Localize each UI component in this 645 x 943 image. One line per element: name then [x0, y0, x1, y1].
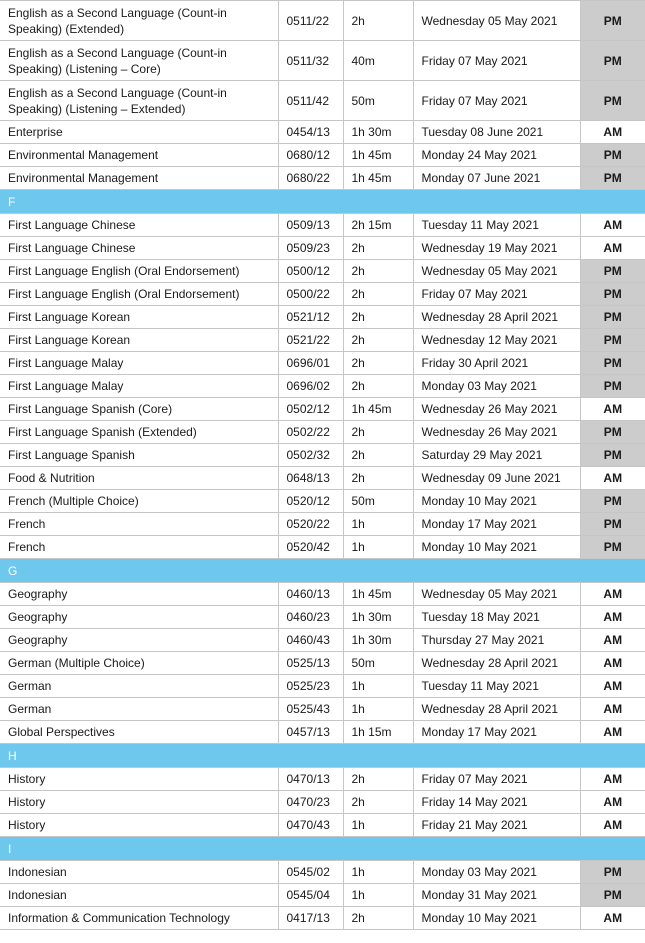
syllabus-code-cell: 0648/13 — [278, 467, 343, 490]
letter-divider-row — [0, 837, 645, 861]
duration-cell: 2h — [343, 352, 413, 375]
date-cell: Monday 17 May 2021 — [413, 721, 580, 744]
timetable-body — [0, 1, 645, 930]
date-cell: Wednesday 19 May 2021 — [413, 237, 580, 260]
session-cell: PM — [580, 1, 645, 41]
duration-cell: 40m — [343, 41, 413, 81]
subject-cell: First Language Korean — [0, 306, 278, 329]
table-row — [0, 306, 645, 329]
duration-cell: 2h 15m — [343, 214, 413, 237]
duration-cell: 50m — [343, 652, 413, 675]
date-cell: Friday 07 May 2021 — [413, 283, 580, 306]
syllabus-code-cell: 0509/13 — [278, 214, 343, 237]
subject-cell: First Language English (Oral Endorsement) — [0, 283, 278, 306]
session-cell: AM — [580, 721, 645, 744]
subject-cell: History — [0, 814, 278, 837]
duration-cell: 1h 45m — [343, 583, 413, 606]
subject-cell: Indonesian — [0, 884, 278, 907]
syllabus-code-cell: 0454/13 — [278, 121, 343, 144]
session-cell: PM — [580, 884, 645, 907]
date-cell: Monday 10 May 2021 — [413, 490, 580, 513]
date-cell: Wednesday 26 May 2021 — [413, 398, 580, 421]
subject-cell: Geography — [0, 629, 278, 652]
letter-divider-row — [0, 559, 645, 583]
date-cell: Wednesday 05 May 2021 — [413, 583, 580, 606]
date-cell: Wednesday 28 April 2021 — [413, 306, 580, 329]
syllabus-code-cell: 0470/43 — [278, 814, 343, 837]
duration-cell: 2h — [343, 329, 413, 352]
syllabus-code-cell: 0520/42 — [278, 536, 343, 559]
duration-cell: 1h 30m — [343, 629, 413, 652]
session-cell: AM — [580, 583, 645, 606]
session-cell: PM — [580, 536, 645, 559]
session-cell: PM — [580, 167, 645, 190]
subject-cell: Environmental Management — [0, 167, 278, 190]
date-cell: Friday 07 May 2021 — [413, 81, 580, 121]
session-cell: AM — [580, 768, 645, 791]
duration-cell: 2h — [343, 237, 413, 260]
syllabus-code-cell: 0525/13 — [278, 652, 343, 675]
table-row — [0, 421, 645, 444]
session-cell: AM — [580, 606, 645, 629]
session-cell: AM — [580, 698, 645, 721]
table-row — [0, 329, 645, 352]
syllabus-code-cell: 0545/02 — [278, 861, 343, 884]
duration-cell: 50m — [343, 490, 413, 513]
subject-cell: History — [0, 768, 278, 791]
syllabus-code-cell: 0502/22 — [278, 421, 343, 444]
table-row — [0, 629, 645, 652]
subject-cell: Geography — [0, 583, 278, 606]
table-row — [0, 536, 645, 559]
table-row — [0, 884, 645, 907]
duration-cell: 50m — [343, 81, 413, 121]
session-cell: PM — [580, 81, 645, 121]
session-cell: AM — [580, 791, 645, 814]
session-cell: PM — [580, 513, 645, 536]
date-cell: Monday 03 May 2021 — [413, 375, 580, 398]
session-cell: AM — [580, 629, 645, 652]
date-cell: Saturday 29 May 2021 — [413, 444, 580, 467]
date-cell: Tuesday 18 May 2021 — [413, 606, 580, 629]
subject-cell: First Language Malay — [0, 352, 278, 375]
syllabus-code-cell: 0696/02 — [278, 375, 343, 398]
session-cell: PM — [580, 260, 645, 283]
duration-cell: 1h — [343, 884, 413, 907]
duration-cell: 2h — [343, 791, 413, 814]
duration-cell: 1h 30m — [343, 121, 413, 144]
session-cell: PM — [580, 306, 645, 329]
session-cell: AM — [580, 214, 645, 237]
duration-cell: 2h — [343, 768, 413, 791]
session-cell: PM — [580, 375, 645, 398]
table-row — [0, 768, 645, 791]
date-cell: Tuesday 11 May 2021 — [413, 675, 580, 698]
date-cell: Wednesday 28 April 2021 — [413, 698, 580, 721]
date-cell: Monday 03 May 2021 — [413, 861, 580, 884]
subject-cell: Enterprise — [0, 121, 278, 144]
letter-heading: G — [0, 559, 645, 583]
date-cell: Wednesday 12 May 2021 — [413, 329, 580, 352]
date-cell: Monday 24 May 2021 — [413, 144, 580, 167]
session-cell: AM — [580, 121, 645, 144]
date-cell: Wednesday 28 April 2021 — [413, 652, 580, 675]
date-cell: Monday 07 June 2021 — [413, 167, 580, 190]
date-cell: Tuesday 08 June 2021 — [413, 121, 580, 144]
duration-cell: 1h — [343, 513, 413, 536]
table-row — [0, 907, 645, 930]
duration-cell: 1h — [343, 861, 413, 884]
table-row — [0, 444, 645, 467]
table-row — [0, 861, 645, 884]
syllabus-code-cell: 0520/12 — [278, 490, 343, 513]
subject-cell: German (Multiple Choice) — [0, 652, 278, 675]
duration-cell: 2h — [343, 306, 413, 329]
syllabus-code-cell: 0520/22 — [278, 513, 343, 536]
duration-cell: 2h — [343, 375, 413, 398]
duration-cell: 1h 45m — [343, 144, 413, 167]
date-cell: Monday 17 May 2021 — [413, 513, 580, 536]
date-cell: Wednesday 05 May 2021 — [413, 1, 580, 41]
subject-cell: First Language Korean — [0, 329, 278, 352]
session-cell: PM — [580, 329, 645, 352]
table-row — [0, 675, 645, 698]
subject-cell: German — [0, 675, 278, 698]
syllabus-code-cell: 0545/04 — [278, 884, 343, 907]
session-cell: PM — [580, 490, 645, 513]
syllabus-code-cell: 0460/43 — [278, 629, 343, 652]
subject-cell: English as a Second Language (Count-in Speaking) (Extended) — [0, 1, 278, 41]
date-cell: Monday 10 May 2021 — [413, 907, 580, 930]
duration-cell: 1h 15m — [343, 721, 413, 744]
table-row — [0, 352, 645, 375]
subject-cell: English as a Second Language (Count-in Speaking) (Listening – Core) — [0, 41, 278, 81]
syllabus-code-cell: 0457/13 — [278, 721, 343, 744]
table-row — [0, 606, 645, 629]
session-cell: AM — [580, 237, 645, 260]
duration-cell: 1h — [343, 536, 413, 559]
syllabus-code-cell: 0511/32 — [278, 41, 343, 81]
session-cell: AM — [580, 652, 645, 675]
subject-cell: English as a Second Language (Count-in Speaking) (Listening – Extended) — [0, 81, 278, 121]
syllabus-code-cell: 0460/23 — [278, 606, 343, 629]
session-cell: PM — [580, 41, 645, 81]
duration-cell: 2h — [343, 260, 413, 283]
letter-heading: I — [0, 837, 645, 861]
syllabus-code-cell: 0417/13 — [278, 907, 343, 930]
session-cell: AM — [580, 814, 645, 837]
duration-cell: 1h 45m — [343, 167, 413, 190]
table-row — [0, 791, 645, 814]
syllabus-code-cell: 0470/23 — [278, 791, 343, 814]
date-cell: Monday 31 May 2021 — [413, 884, 580, 907]
letter-divider-row — [0, 190, 645, 214]
subject-cell: French (Multiple Choice) — [0, 490, 278, 513]
subject-cell: History — [0, 791, 278, 814]
table-row — [0, 41, 645, 81]
table-row — [0, 652, 645, 675]
duration-cell: 2h — [343, 283, 413, 306]
duration-cell: 2h — [343, 467, 413, 490]
table-row — [0, 81, 645, 121]
subject-cell: First Language Chinese — [0, 214, 278, 237]
session-cell: AM — [580, 398, 645, 421]
date-cell: Tuesday 11 May 2021 — [413, 214, 580, 237]
syllabus-code-cell: 0511/42 — [278, 81, 343, 121]
table-row — [0, 721, 645, 744]
syllabus-code-cell: 0470/13 — [278, 768, 343, 791]
duration-cell: 2h — [343, 444, 413, 467]
table-row — [0, 237, 645, 260]
session-cell: PM — [580, 421, 645, 444]
date-cell: Friday 14 May 2021 — [413, 791, 580, 814]
subject-cell: First Language Spanish (Core) — [0, 398, 278, 421]
table-row — [0, 121, 645, 144]
session-cell: PM — [580, 861, 645, 884]
subject-cell: Environmental Management — [0, 144, 278, 167]
duration-cell: 2h — [343, 421, 413, 444]
syllabus-code-cell: 0502/32 — [278, 444, 343, 467]
subject-cell: First Language English (Oral Endorsement) — [0, 260, 278, 283]
duration-cell: 1h 45m — [343, 398, 413, 421]
table-row — [0, 814, 645, 837]
letter-divider-row — [0, 744, 645, 768]
syllabus-code-cell: 0509/23 — [278, 237, 343, 260]
syllabus-code-cell: 0696/01 — [278, 352, 343, 375]
syllabus-code-cell: 0680/12 — [278, 144, 343, 167]
table-row — [0, 260, 645, 283]
letter-heading: H — [0, 744, 645, 768]
subject-cell: First Language Spanish — [0, 444, 278, 467]
table-row — [0, 490, 645, 513]
subject-cell: Global Perspectives — [0, 721, 278, 744]
subject-cell: German — [0, 698, 278, 721]
duration-cell: 2h — [343, 1, 413, 41]
subject-cell: French — [0, 513, 278, 536]
duration-cell: 2h — [343, 907, 413, 930]
date-cell: Thursday 27 May 2021 — [413, 629, 580, 652]
date-cell: Wednesday 09 June 2021 — [413, 467, 580, 490]
table-row — [0, 583, 645, 606]
date-cell: Friday 21 May 2021 — [413, 814, 580, 837]
syllabus-code-cell: 0500/22 — [278, 283, 343, 306]
session-cell: AM — [580, 675, 645, 698]
syllabus-code-cell: 0525/23 — [278, 675, 343, 698]
syllabus-code-cell: 0680/22 — [278, 167, 343, 190]
session-cell: PM — [580, 352, 645, 375]
table-row — [0, 698, 645, 721]
syllabus-code-cell: 0525/43 — [278, 698, 343, 721]
table-row — [0, 1, 645, 41]
table-row — [0, 167, 645, 190]
syllabus-code-cell: 0521/22 — [278, 329, 343, 352]
date-cell: Friday 07 May 2021 — [413, 768, 580, 791]
subject-cell: Indonesian — [0, 861, 278, 884]
syllabus-code-cell: 0521/12 — [278, 306, 343, 329]
letter-heading: F — [0, 190, 645, 214]
subject-cell: French — [0, 536, 278, 559]
table-row — [0, 283, 645, 306]
date-cell: Monday 10 May 2021 — [413, 536, 580, 559]
subject-cell: Information & Communication Technology — [0, 907, 278, 930]
date-cell: Friday 30 April 2021 — [413, 352, 580, 375]
table-row — [0, 513, 645, 536]
duration-cell: 1h — [343, 675, 413, 698]
date-cell: Friday 07 May 2021 — [413, 41, 580, 81]
session-cell: AM — [580, 467, 645, 490]
session-cell: PM — [580, 144, 645, 167]
subject-cell: Food & Nutrition — [0, 467, 278, 490]
syllabus-code-cell: 0502/12 — [278, 398, 343, 421]
syllabus-code-cell: 0511/22 — [278, 1, 343, 41]
syllabus-code-cell: 0460/13 — [278, 583, 343, 606]
table-row — [0, 144, 645, 167]
subject-cell: First Language Malay — [0, 375, 278, 398]
duration-cell: 1h 30m — [343, 606, 413, 629]
table-row — [0, 398, 645, 421]
session-cell: PM — [580, 444, 645, 467]
session-cell: AM — [580, 907, 645, 930]
subject-cell: First Language Spanish (Extended) — [0, 421, 278, 444]
subject-cell: Geography — [0, 606, 278, 629]
duration-cell: 1h — [343, 698, 413, 721]
date-cell: Wednesday 26 May 2021 — [413, 421, 580, 444]
date-cell: Wednesday 05 May 2021 — [413, 260, 580, 283]
syllabus-code-cell: 0500/12 — [278, 260, 343, 283]
table-row — [0, 375, 645, 398]
table-row — [0, 214, 645, 237]
duration-cell: 1h — [343, 814, 413, 837]
session-cell: PM — [580, 283, 645, 306]
table-row — [0, 467, 645, 490]
subject-cell: First Language Chinese — [0, 237, 278, 260]
